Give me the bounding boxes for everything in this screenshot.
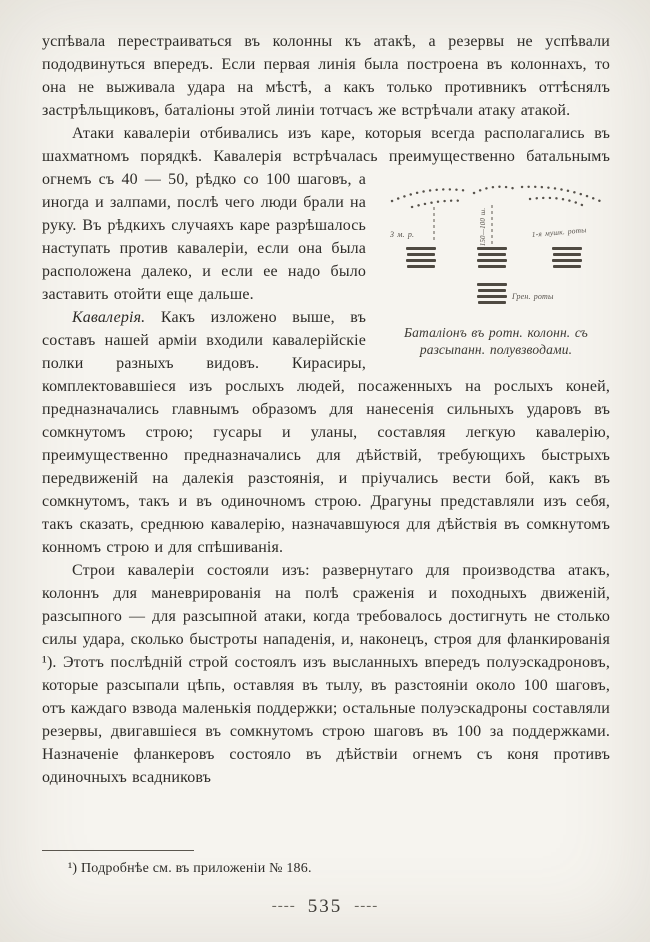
paragraph-3-lead-word: Кавалерія.: [72, 309, 146, 326]
company-column-right: [552, 247, 582, 268]
figure-caption: Баталіонъ въ ротн. колонн. съ разсыпанн. полувзводами.: [404, 325, 588, 357]
paragraph-4: Строи кавалеріи состояли изъ: развернутаго для производства атакъ, колоннъ для маневрированія на полѣ сраженія и походныхъ движеній, разсыпного — для разсыпной атаки, когда требовалось достигнуть не столько силы удара, сколько быстроты нападенія, и, наконецъ, строя для фланкированія ¹). Этотъ послѣдній строй состоялъ изъ высланныхъ впередъ полуэскадроновъ, которые разсыпали цѣпь, оставляя въ тылу, въ разстояніи около 100 шаговъ, отъ каждаго взвода маленькія поддержки; остальные полуэскадроны составляли резервы, двигавшіеся въ сомкнутомъ строю шаговъ въ 100 за поддержками. Назначеніе фланкеровъ состояло въ дѣйствіи огнемъ съ коня противъ одиночныхъ всадниковъ: [42, 562, 610, 786]
page-number-dash-left: ----: [271, 898, 296, 914]
footnote-area: [42, 850, 610, 878]
figure-label-right-company: 1-я мушк. роты: [531, 225, 587, 239]
skirmish-line-dots: [392, 187, 600, 207]
paragraph-1: успѣвала перестраиваться въ колонны къ атакѣ, а резервы не успѣвали пододвинуться впередъ. Если первая линія была построена въ колоннахъ, то она не выживала удара на мѣстѣ, а какъ только противникъ оттѣснялъ застрѣльщиковъ, баталіоны этой линіи тотчасъ же встрѣчали атаку атакой.: [42, 33, 610, 119]
paragraph-2-part2: а иногда и залпами, послѣ чего люди брали на руку. Въ рѣдкихъ случаяхъ каре разрѣшалось наступать против кавалеріи, если она была расположена далеко, и если ее надо было заставить отойти еще дальше.: [42, 171, 366, 303]
page-number-dash-right: ----: [354, 898, 379, 914]
footnote-divider: [42, 850, 194, 851]
company-column-left: [406, 247, 436, 268]
footnote-text: ¹) Подробнѣе см. въ приложеніи № 186.: [68, 861, 312, 876]
paragraph-2-part1: Атаки кавалеріи отбивались изъ каре, которыя всегда располагались въ шахматномъ порядкѣ. Кавалерія встрѣчалась преимущественно батальнымъ огнемъ съ 40 — 50, рѣдко со 100 шаговъ,: [42, 125, 610, 188]
figure-label-distance: 150—100 ш.: [479, 207, 487, 247]
battalion-diagram: [382, 171, 610, 319]
paragraph-2: [42, 122, 610, 357]
battalion-diagram-figure: [382, 171, 610, 358]
page-number: [0, 896, 650, 918]
grenadier-column: [477, 283, 507, 304]
figure-label-grenadier-company: Грен. роты: [512, 292, 554, 301]
figure-label-left-company: 3 м. р.: [390, 230, 415, 239]
company-column-center: [477, 247, 507, 268]
page-number-value: 535: [307, 896, 343, 917]
paragraph-3-rest: Какъ изложено выше, въ составъ нашей арміи входили кавалерійскіе полки разныхъ видовъ. Кирасиры, комплектовавшіеся изъ рослыхъ людей, посаженныхъ на рослыхъ коней, предназначались главнымъ образомъ для нанесенія сильныхъ ударовъ въ сомкнутомъ строю; гусары и уланы, составляя легкую кавалерію, преимущественно предназначались для дѣйствій, требующихъ быстрыхъ передвиженій на далекія разстоянія, и пріучались вести бой, какъ въ сомкнутомъ, такъ и въ одиночномъ строю. Драгуны представляли изъ себя, такъ сказать, среднюю кавалерію, назначавшуюся для дѣйствія въ сомкнутомъ конномъ строю и для спѣшиванія.: [42, 309, 610, 556]
